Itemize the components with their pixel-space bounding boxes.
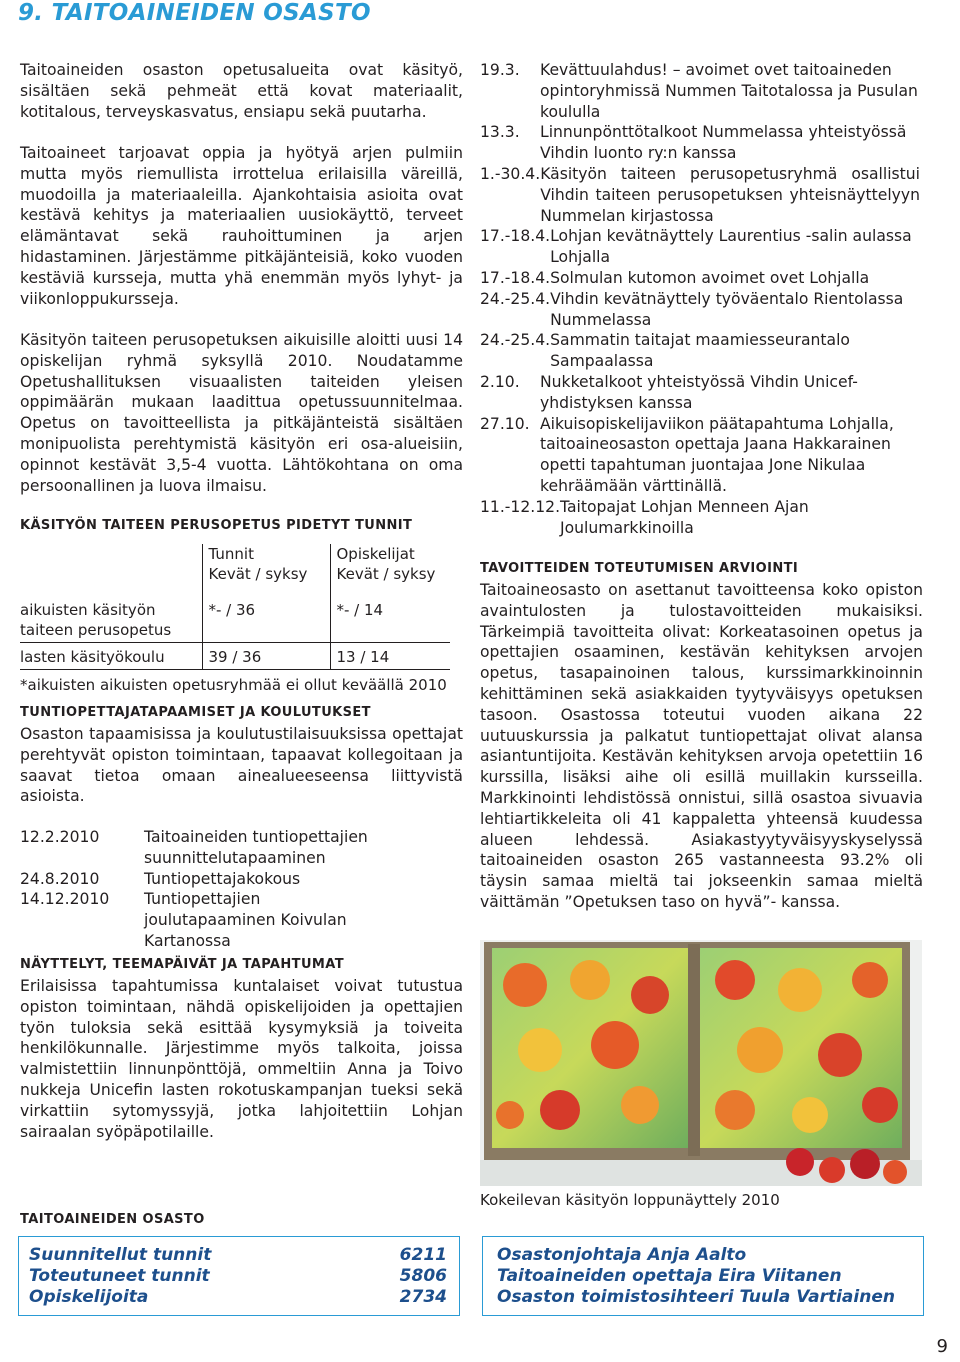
students-column-subheader: Kevät / syksy [336,565,436,583]
event-text: Kevättuulahdus! – avoimet ovet taitoaineden opintoryhmissä Nummen Taitotalossa ja Pusulan koululla [540,61,918,121]
event-date: 24.-25.4. [480,331,551,350]
summary-value: 6211 [399,1245,447,1265]
event-text: Sammatin taitajat maamiesseurantalo Sampaalassa [550,331,850,371]
list-item [20,869,463,890]
event-date: 24.-25.4. [480,289,551,308]
curriculum-paragraph: Käsityön taiteen perusopetuksen aikuisille aloitti uusi 14 opiskelijan ryhmä syksyllä 2010. Noudatamme Opetushallituksen visuaalisten taiteiden yleisen oppimäärän mukaan laadittua opetussuunnitelmaa. Opetus on tavoitteellista ja pitkäjänteistä sisältäen monipuolista perehtymistä käsityön eri osa-alueisiin, opinnot kestävät 3,5-4 vuotta. Lähtökohtana on oma persoonallinen ja luova ilmaisu. [20,331,463,495]
row-label: taiteen perusopetus [20,621,172,639]
event-date: 11.-12.12. [480,497,561,516]
list-item [480,372,920,414]
hours-column-subheader: Kevät / syksy [208,565,308,583]
hours-column-header: Tunnit [208,545,254,563]
list-item [480,164,920,226]
table-cell: 13 / 14 [330,643,450,670]
list-item [480,226,920,268]
summary-row [19,1287,459,1308]
hours-table [20,544,450,695]
list-item [20,889,463,951]
meetings-paragraph: Osaston tapaamisissa ja koulutustilaisuuksissa opettajat perehtyvät opiston toimintaan, tapaavat kollegoitaan ja saavat tietoa omaan ainealueeseensa liittyvistä asioista. [20,725,463,806]
summary-box [18,1236,460,1316]
events-heading: NÄYTTELYT, TEEMAPÄIVÄT JA TAPAHTUMAT [20,957,344,972]
goals-paragraph: Taitoaineet tarjoavat oppia ja hyötyä arjen pulmiin mutta myös riemullista irrottelua erilaisilla väreillä, muodoilla ja materiaaleilla. Ajankohtaisia asioita ovat kestävä kehitys ja materiaalien uusiokäyttö, terveet elämäntavat sekä rauhoittuminen ja arjen hidastaminen. Järjestämme pitkäjänteisiä, koko vuoden kestäviä kursseja, mutta yhä enemmän myös lyhyt- ja viikonloppukursseja. [20,144,463,308]
list-item [480,414,920,497]
meeting-date: 24.8.2010 [20,869,100,888]
summary-heading: TAITOAINEIDEN OSASTO [20,1212,205,1227]
event-text: Solmulan kutomon avoimet ovet Lohjalla [550,268,870,287]
meeting-date: 12.2.2010 [20,828,100,846]
table-cell: 39 / 36 [202,643,330,670]
event-date: 27.10. [480,414,530,433]
list-item [480,122,920,164]
staff-member: Taitoaineiden opettaja Eira Viitanen [497,1266,842,1286]
meeting-text: Tuntiopettajien joulutapaaminen Koivulan Kartanossa [144,890,347,950]
students-column-header: Opiskelijat [336,545,415,563]
table-footnote: *aikuisten aikuisten opetusryhmää ei ollut keväällä 2010 [20,676,447,694]
evaluation-heading: TAVOITTEIDEN TOTEUTUMISEN ARVIOINTI [480,561,799,576]
meetings-heading: TUNTIOPETTAJATAPAAMISET JA KOULUTUKSET [20,705,371,720]
staff-member: Osaston toimistosihteeri Tuula Vartiainen [497,1287,895,1307]
event-text: Nukketalkoot yhteistyössä Vihdin Unicef-yhdistyksen kanssa [540,372,858,412]
event-text: Käsityön taiteen perusopetusryhmä osallistui Vihdin taiteen perusopetuksen yhteisnäyttelyyn Nummelan kirjastossa [540,164,920,225]
table-heading: KÄSITYÖN TAITEEN PERUSOPETUS PIDETYT TUNNIT [20,518,413,533]
page-title: 9. TAITOAINEIDEN OSASTO [18,0,371,26]
evaluation-paragraph: Taitoaineosasto on asettanut tavoitteensa koko opiston avaintulosten ja tulostavoitteiden mukaisiksi. Tärkeimpiä tavoitteita olivat: Korkeatasoinen opetus ja opettajien osaaminen, kestävän kehityksen arvojen opetus, tasapainoinen talous, kurssimarkkinoinnin kehittäminen sekä asiakkaiden tyytyväisyys opetuksen tasoon. Osastossa toteutui vuoden aikana 22 uutuuskurssia ja palkatut tuntiopettajat olivat alansa asiantuntijoita. Kestävän kehityksen arvoja opetettiin 16 kurssilla, lisäksi aihe oli esillä muillakin kursseilla. Markkinointi lehdistössä onnistui, sillä osastoa sivuavia lehtiartikkeleita oli 41 kappaletta yhteensä kuudessa alueen lehdessä. Asiakastyytyväisyyskyselyssä taitoaineiden osaston 265 vastanneesta 93.2% oli täysin samaa mieltä tai jokseenkin samaa mieltä väittämän ”Opetuksen taso on hyvä”- kanssa. [480,581,923,911]
table-cell: *- / 36 [202,584,330,643]
summary-label: Suunnitellut tunnit [29,1245,212,1265]
meeting-date: 14.12.2010 [20,890,110,909]
table-cell: *- / 14 [330,584,450,643]
summary-row [19,1266,459,1287]
event-date: 17.-18.4. [480,227,551,246]
list-item [480,497,920,539]
list-item [20,827,463,869]
photo-caption: Kokeilevan käsityön loppunäyttely 2010 [480,1191,780,1209]
event-text: Aikuisopiskelijaviikon päätapahtuma Lohjalla, taitoaineosaston opettaja Jaana Hakkarainen opetti tapahtuman juontajaa Jone Nikulaa kehräämään värttinällä. [540,414,894,495]
event-text: Taitopajat Lohjan Menneen Ajan Joulumarkkinoilla [560,497,809,537]
summary-label: Opiskelijoita [29,1287,149,1307]
meetings-list [20,827,463,952]
list-item [480,289,920,331]
summary-value: 5806 [399,1266,447,1286]
summary-label: Toteutuneet tunnit [29,1266,210,1286]
summary-value: 2734 [399,1287,447,1307]
event-date: 17.-18.4. [480,268,551,287]
event-text: Lohjan kevätnäyttely Laurentius -salin aulassa Lohjalla [550,227,912,267]
events-list [480,60,920,538]
events-paragraph: Erilaisissa tapahtumissa kuntalaiset voivat tutustua opiston toimintaan, nähdä opiskelijoiden ja opettajien työn tuloksia sekä esittää kysymyksiä ja toiveita henkilökunnalle. Järjestimme myös talkoita, joissa valmistettiin linnunpönttöjä, ommeltiin Anna ja Toivo nukkeja Unicefin lasten rokotuskampanjan tueksi sekä virkattiin sytomyssyjä, jotka lahjoitettiin Lohjan sairaalan syöpäpotilaille. [20,977,463,1141]
event-date: 2.10. [480,372,520,391]
event-date: 1.-30.4. [480,164,541,183]
event-text: Vihdin kevätnäyttely työväentalo Rientolassa Nummelassa [550,289,904,329]
exhibition-photo [480,940,922,1186]
page-number: 9 [936,1336,948,1357]
event-text: Linnunpönttötalkoot Nummelassa yhteistyössä Vihdin luonto ry:n kanssa [540,123,907,163]
staff-box [482,1236,924,1316]
row-label: aikuisten käsityön [20,601,156,619]
apple-window-artwork [480,940,922,1186]
event-date: 13.3. [480,123,520,142]
meeting-text: Tuntiopettajakokous [144,869,301,888]
meeting-text: Taitoaineiden tuntiopettajien suunnittelutapaaminen [144,828,368,867]
list-item [480,268,920,289]
intro-paragraph: Taitoaineiden osaston opetusalueita ovat käsityö, sisältäen sekä pehmeät että kovat materiaalit, kotitalous, terveyskasvatus, ensiapu sekä puutarha. [20,61,463,121]
event-date: 19.3. [480,61,520,79]
row-label: lasten käsityökoulu [20,648,165,666]
staff-member: Osastonjohtaja Anja Aalto [497,1245,747,1265]
list-item [480,60,920,122]
list-item [480,330,920,372]
summary-row [19,1237,459,1266]
